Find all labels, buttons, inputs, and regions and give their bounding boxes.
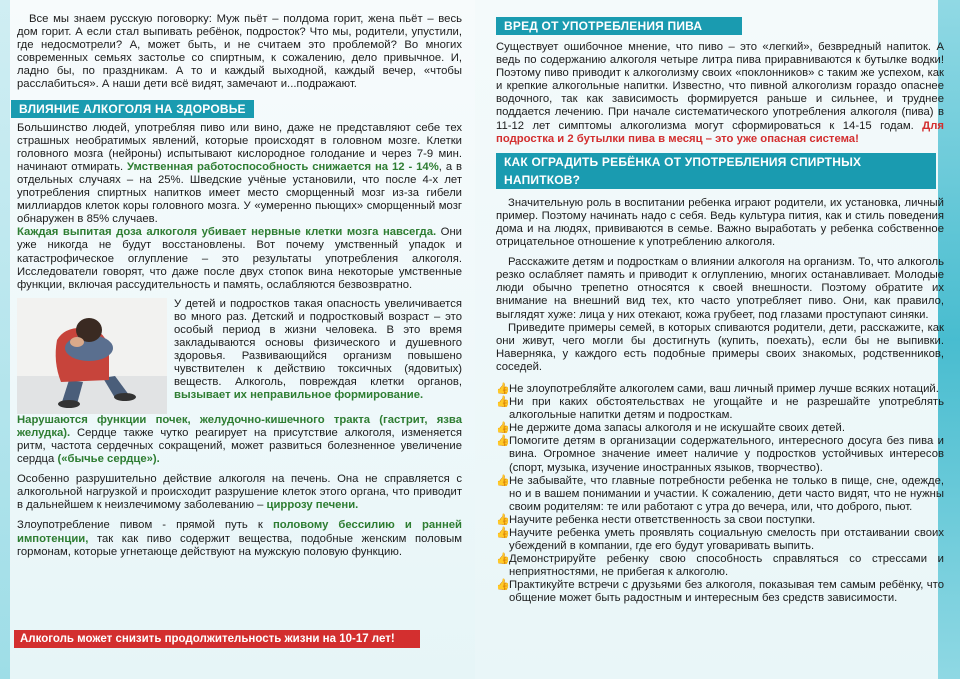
thumbs-up-icon: 👍	[496, 396, 510, 409]
highlight-impotence: половому бессилию и ранней импотенции,	[17, 519, 462, 545]
tips-list	[496, 383, 944, 606]
life-expectancy-banner: Алкоголь может снизить продолжительность жизни на 10-17 лет!	[14, 630, 420, 648]
tip-item: 👍 Не забывайте, что главные потребности ребенка не только в пище, сне, одежде, но и в вашем понимании и участии. К сожалению, дети часто видят, что не нужны своим родителям: те или работают с утра до вечера, или, что доброго, пьют.	[496, 474, 944, 513]
tip-item: 👍 Демонстрируйте ребенку свою способность справляться со стрессами и неприятностями, не прибегая к алкоголю.	[496, 553, 944, 579]
protect-heading: КАК ОГРАДИТЬ РЕБЁНКА ОТ УПОТРЕБЛЕНИЯ СПИРТНЫХ НАПИТКОВ?	[496, 153, 936, 189]
highlight-brain: Умственная работоспособность снижается на 12 - 14%	[127, 160, 439, 173]
highlight-cirrhosis: циррозу печени.	[266, 499, 359, 512]
protect-paragraph-3: Приведите примеры семей, в которых спиваются родители, дети, расскажите, как они живут, чего могли бы достигнуть (купить, поехать), если бы не выпивки. Наверняка, у каждого есть подобные примеры своих знакомых, родственников, соседей.	[496, 321, 944, 373]
highlight-kidneys: Нарушаются функции почек, желудочно-кишечного тракта (гастрит, язва желудка).	[17, 413, 462, 439]
tip-item: 👍 Научите ребенка нести ответственность за свои поступки.	[496, 513, 816, 526]
tip-item: 👍 Не держите дома запасы алкоголя и не искушайте своих детей.	[496, 422, 845, 435]
tip-item: 👍 Практикуйте встречи с друзьями без алкоголя, показывая тем самым ребёнку, что общение может быть радостным и интересным без средств зависимости.	[496, 579, 944, 605]
highlight-nerve-cells: Каждая выпитая доза алкоголя убивает нервные клетки мозга навсегда.	[17, 226, 437, 239]
right-column	[496, 17, 944, 606]
thumbs-up-icon: 👍	[496, 382, 510, 395]
left-column	[17, 13, 462, 559]
health-paragraph-1: Большинство людей, употребляя пиво или вино, даже не представляют себе тех страшных необратимых явлений, которые происходят в головном мозге. Клетки головного мозга (нейроны) испытывают кислородное голодание и через 7-9 мин. начинают отмирать. Умственная работоспособность снижается на 12 - 14%, а в отдельных случаях – на 25%. Шведские учёные установили, что после 4-х лет употребления спиртных напитков имеет место сморщенный мозг из-за гибели миллиардов клеток коры головного мозга. У «умеренно пьющих» сморщенный мозг обнаружен в 85% случаев.	[17, 121, 463, 226]
beer-paragraph: Существует ошибочное мнение, что пиво – это «легкий», безвредный напиток. А ведь по содержанию алкоголя четыре литра пива приравниваются к бутылке водки! Поэтому пиво приводит к алкоголизму своих «поклонников» с таким же успехом, как и крепкие алкогольные напитки. Известно, что пивной алкоголизм гораздо опаснее водочного, так как зависимость формируется раньше и сильнее, и труднее поддается лечению. При начале систематического употребления алкоголя (пива) в 11-12 лет симптомы алкоголизма могут сформироваться к 14-15 годам. Для подростка и 2 бутылки пива в месяц – это уже опасная система!	[496, 41, 944, 145]
health-paragraph-3: У детей и подростков такая опасность увеличивается во много раз. Детский и подростковый возраст – это особый период в жизни человека. В это время закладываются основы физического и душевного здоровья. Развивающийся организм повышено чувствителен к действию токсичных (ядовитых) веществ. Алкоголь, повреждая клетки органов, вызывает их неправильное формирование.	[174, 297, 462, 402]
thumbs-up-icon: 👍	[496, 435, 510, 448]
photo-side-text	[174, 298, 462, 414]
tip-item: 👍 Научите ребенка уметь проявлять социальную смелость при отстаивании своих убеждений в компании, где его будут уговаривать выпить.	[496, 527, 944, 553]
thumbs-up-icon: 👍	[496, 513, 510, 526]
health-paragraph-4: Нарушаются функции почек, желудочно-кишечного тракта (гастрит, язва желудка). Сердце также чутко реагирует на присутствие алкоголя, изменяется ритм, частота сердечных сокращений, может развиться болезненное увеличение сердца («бычье сердце»).	[17, 413, 462, 466]
health-heading: ВЛИЯНИЕ АЛКОГОЛЯ НА ЗДОРОВЬЕ	[11, 100, 254, 118]
thumbs-up-icon: 👍	[496, 553, 510, 566]
tip-item: 👍 Помогите детям в организации содержательного, интересного досуга без пива и вина. Огромное значение имеет наличие у подростков устойчивых интересов (спорт, музыка, изучение иностранных языков, творчество).	[496, 435, 944, 474]
highlight-formation: вызывает их неправильное формирование.	[174, 389, 424, 402]
sad-teen-photo	[17, 298, 167, 414]
health-paragraph-5: Особенно разрушительно действие алкоголя на печень. Она не справляется с алкогольной нагрузкой и происходит разрушение клеток этого органа, что приводит в дальнейшем к неизлечимому заболеванию – циррозу печени.	[17, 473, 462, 512]
protect-paragraph-1: Значительную роль в воспитании ребенка играют родители, их установка, личный пример. Поэтому начинать надо с себя. Ведь культура пития, как и стиль поведения дома и на людях, прививаются в семье. Важно выработать у ребенка собственное отрицательное отношение к употреблению алкоголя.	[496, 196, 944, 249]
thumbs-up-icon: 👍	[496, 474, 510, 487]
beer-warning: Для подростка и 2 бутылки пива в месяц – это уже опасная система!	[496, 119, 944, 145]
tip-item: 👍 Ни при каких обстоятельствах не угощайте и не разрешайте употреблять алкогольные напитки детям и подросткам.	[496, 396, 944, 422]
protect-paragraph-2: Расскажите детям и подросткам о влиянии алкоголя на организм. То, что алкоголь резко ослабляет память и приводит к оглуплению, многих останавливает. Молодые люди обычно трепетно относятся к своей внешности. Поэтому обратите их внимание на внешний вид тех, кто часто употребляет пиво. Они, как правило, выглядят хуже: лица у них отекают, кожа грубеет, под глазами проступают синяки.	[496, 256, 944, 321]
health-paragraph-2: Каждая выпитая доза алкоголя убивает нервные клетки мозга навсегда. Они уже никогда не будут восстановлены. Вот почему умственный упадок и катастрофическое оглупление – это результаты употребления алкоголя. Исследователи говорят, что даже после двух стопок вина некоторые умственные функции, включая рассудительность и память, ослабляются безвозвратно.	[17, 226, 462, 291]
thumbs-up-icon: 👍	[496, 579, 510, 592]
photo-row	[17, 298, 462, 414]
health-paragraph-6: Злоупотребление пивом - прямой путь к половому бессилию и ранней импотенции, так как пиво содержит вещества, подобные женским половым гормонам, которые угнетающе действуют на мужскую половую функцию.	[17, 519, 462, 558]
thumbs-up-icon: 👍	[496, 422, 510, 435]
thumbs-up-icon: 👍	[496, 527, 510, 539]
tip-item: 👍 Не злоупотребляйте алкоголем сами, ваш личный пример лучше всяких нотаций.	[496, 382, 939, 395]
left-decor-stripe	[0, 0, 10, 679]
intro-text: Все мы знаем русскую поговорку: Муж пьёт – полдома горит, жена пьёт – весь дом горит. А если стал выпивать ребёнок, подросток? Что мы, родители, упустили, где недосмотрели? А, может быть, и не считаем это проблемой? Во многих современных семьях застолье со спиртным, к сожалению, дело привычное. И, ладно бы, по праздникам. А то и каждый выходной, каждый вечер, «чтобы расслабиться». А наши дети всё видят, замечают и...подражают.	[17, 13, 462, 91]
highlight-heart: («бычье сердце»).	[57, 453, 160, 466]
beer-heading: ВРЕД ОТ УПОТРЕБЛЕНИЯ ПИВА	[496, 17, 742, 35]
